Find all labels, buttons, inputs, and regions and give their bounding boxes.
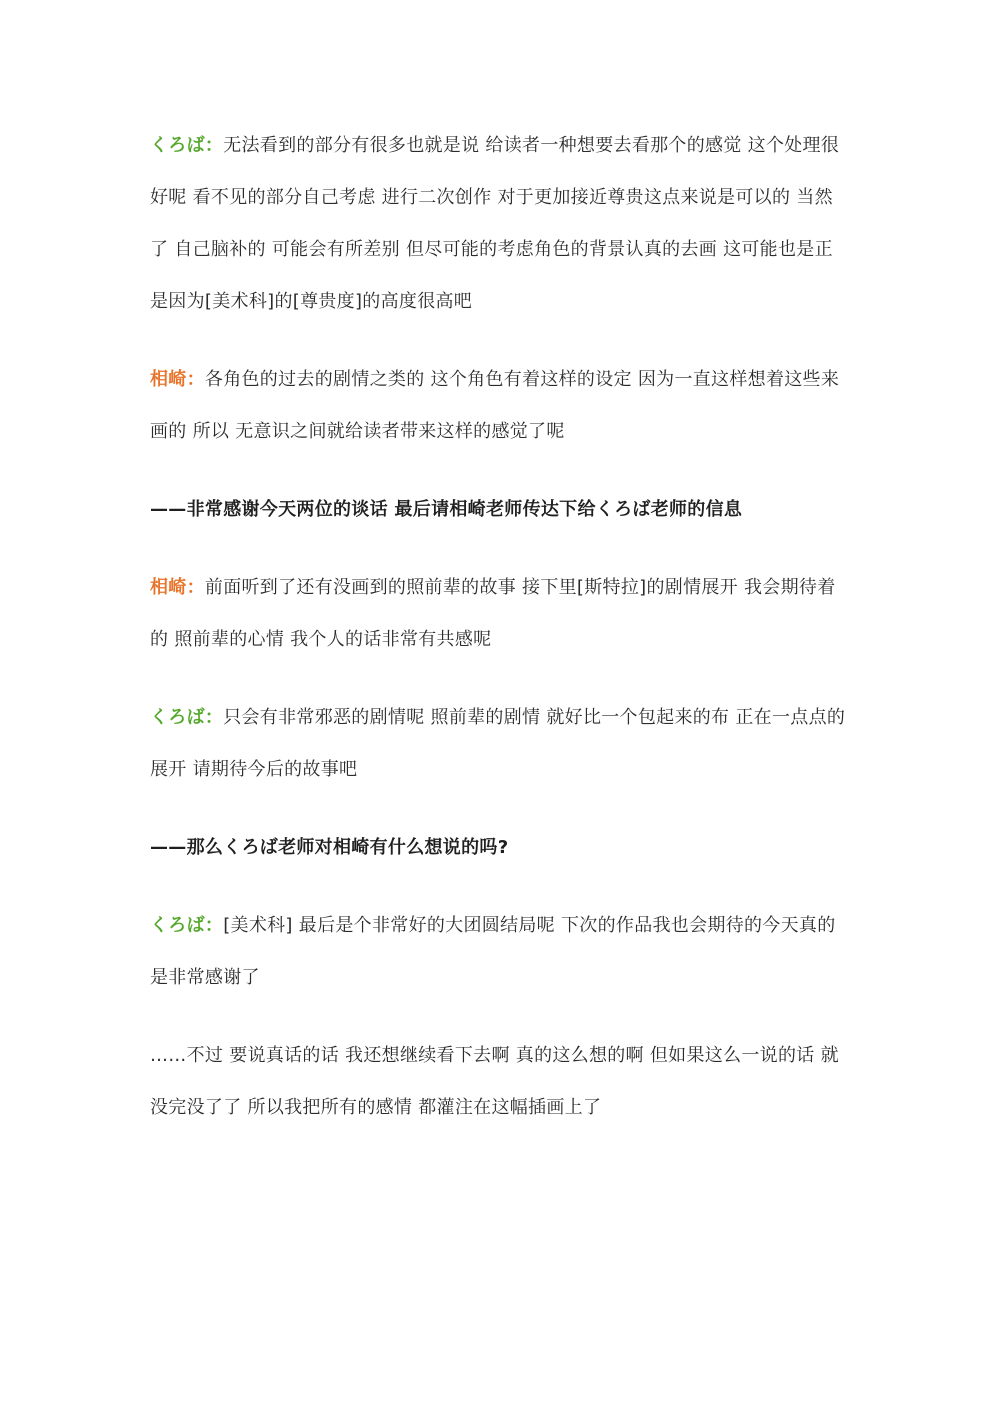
- paragraph-text: 前面听到了还有没画到的照前辈的故事 接下里[斯特拉]的剧情展开 我会期待着的 照前辈的心情 我个人的话非常有共感呢: [150, 577, 836, 650]
- speaker-label-kuroba: くろば：: [150, 707, 224, 728]
- paragraph-kuroba-3: [150, 900, 850, 1004]
- paragraph-aizaki-2: [150, 562, 850, 666]
- speaker-label-aizaki: 相崎：: [150, 369, 205, 390]
- paragraph-kuroba-1: [150, 120, 850, 328]
- paragraph-aizaki-1: [150, 354, 850, 458]
- interviewer-question-1: ——非常感谢今天两位的谈话 最后请相崎老师传达下给くろば老师的信息: [150, 499, 743, 520]
- speaker-label-aizaki: 相崎：: [150, 577, 205, 598]
- interviewer-question-2: ——那么くろば老师对相崎有什么想说的吗?: [150, 837, 509, 858]
- speaker-label-kuroba: くろば：: [150, 135, 224, 156]
- paragraph-kuroba-2: [150, 692, 850, 796]
- interview-page: [150, 120, 850, 1160]
- paragraph-text: 无法看到的部分有很多也就是说 给读者一种想要去看那个的感觉 这个处理很好呢 看不见的部分自己考虑 进行二次创作 对于更加接近尊贵这点来说是可以的 当然了 自己脑补的 可能会有所差别 但尽可能的考虑角色的背景认真的去画 这可能也是正是因为[美术科]的[尊贵度]的高度很高吧: [150, 135, 840, 312]
- paragraph-text: 只会有非常邪恶的剧情呢 照前辈的剧情 就好比一个包起来的布 正在一点点的展开 请期待今后的故事吧: [150, 707, 846, 780]
- paragraph-kuroba-4: ……不过 要说真话的话 我还想继续看下去啊 真的这么想的啊 但如果这么一说的话 就没完没了了 所以我把所有的感情 都灌注在这幅插画上了: [150, 1045, 839, 1118]
- speaker-label-kuroba: くろば：: [150, 915, 224, 936]
- paragraph-text: [美术科] 最后是个非常好的大团圆结局呢 下次的作品我也会期待的今天真的是非常感谢了: [150, 915, 836, 988]
- paragraph-text: 各角色的过去的剧情之类的 这个角色有着这样的设定 因为一直这样想着这些来画的 所以 无意识之间就给读者带来这样的感觉了呢: [150, 369, 840, 442]
